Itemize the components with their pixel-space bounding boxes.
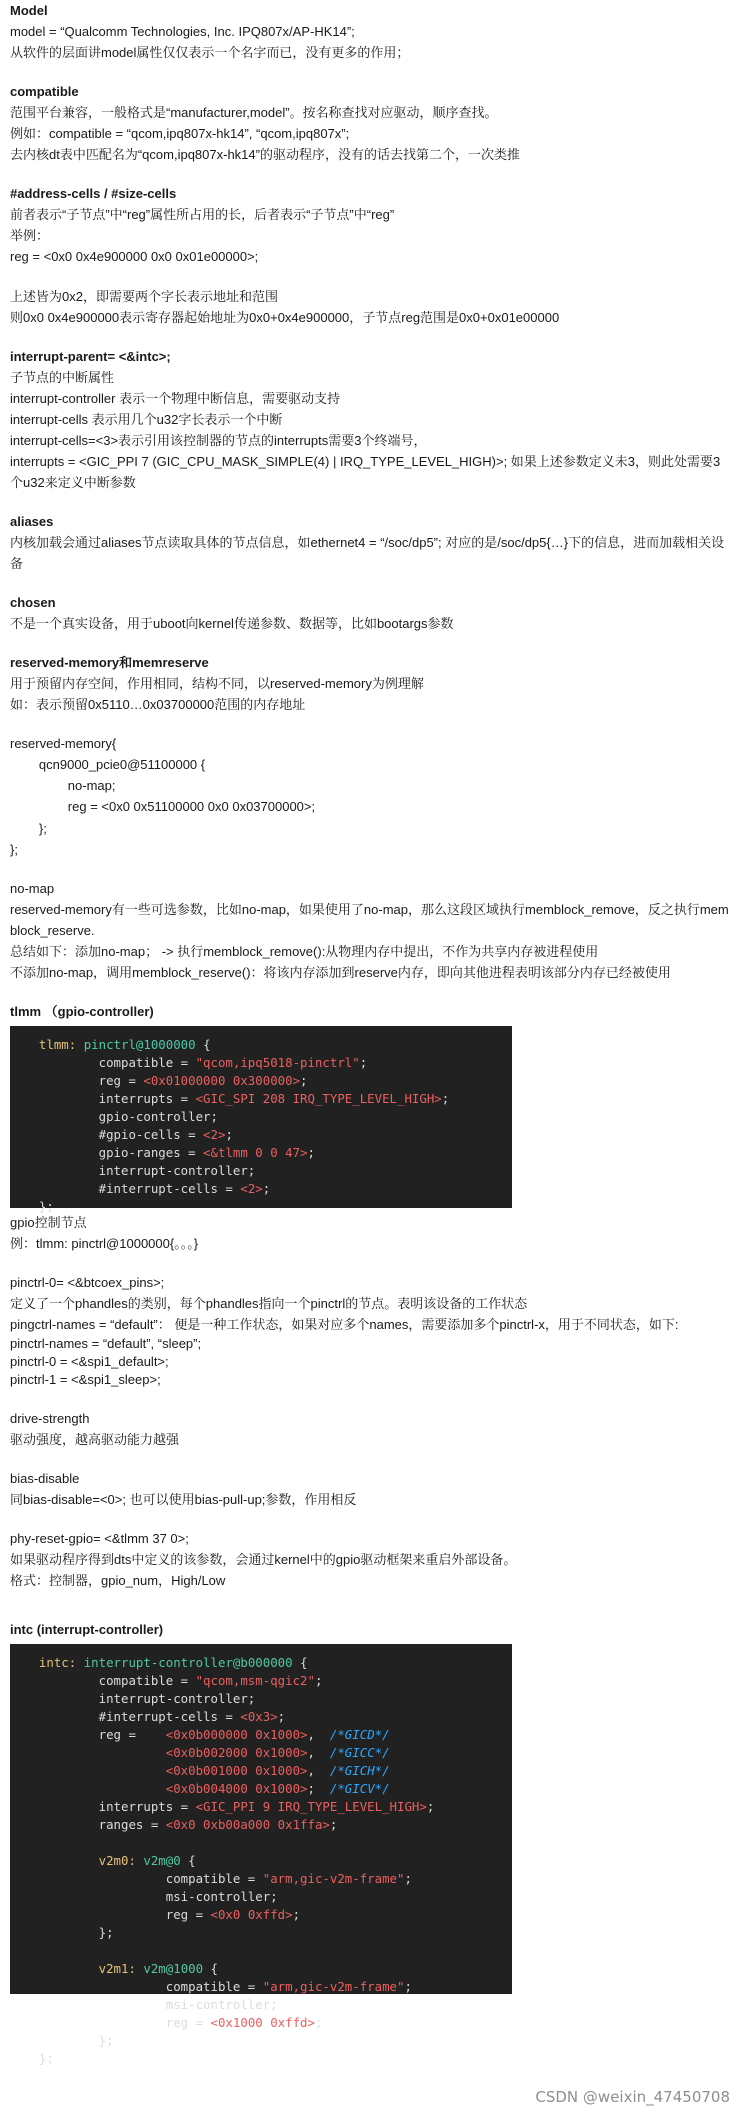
tlmm-code-block: tlmm: pinctrl@1000000 { compatible = "qcom,ipq5018-pinctrl"; reg = <0x01000000 0x300000>; interrupts = <GIC_SPI 208 IRQ_TYPE_LEVEL_HIGH>; gpio-controller; #gpio-cells = <2>; gpio-ranges = <&tlmm 0 0 47>; interrupt-controller; #interrupt-cells = <2>; }; bbox=[10, 1026, 512, 1208]
no-map-line-3: 不添加no-map，调用memblock_reserve()：将该内存添加到reserve内存，即向其他进程表明该部分内存已经被使用 bbox=[10, 964, 671, 980]
tlmm-line-1: gpio控制节点 bbox=[10, 1214, 87, 1230]
no-map-line-1: reserved-memory有一些可选参数，比如no-map，如果使用了no-map，那么这段区域执行memblock_remove，反之执行memblock_reserve. bbox=[10, 901, 729, 938]
code-label: tlmm: bbox=[38, 1036, 77, 1052]
csdn-watermark: CSDN @weixin_47450708 bbox=[535, 2087, 730, 2106]
address-cells-line-5: 则0x0 0x4e900000表示寄存器起始地址为0x0+0x4e900000，子节点reg范围是0x0+0x01e00000 bbox=[10, 309, 560, 325]
pinctrl-line-3: pingctrl-names = “default”： 便是一种工作状态，如果对应多个names，需要添加多个pinctrl-x，用于不同状态，如下: bbox=[10, 1317, 679, 1333]
interrupt-parent-heading: interrupt-parent= <&intc>; bbox=[10, 348, 171, 364]
tlmm-heading: tlmm （gpio-controller) bbox=[10, 1003, 154, 1019]
no-map-heading: no-map bbox=[10, 880, 55, 896]
interrupt-parent-line-2: interrupt-controller 表示一个物理中断信息，需要驱动支持 bbox=[10, 390, 341, 406]
compatible-heading: compatible bbox=[10, 84, 79, 100]
interrupt-parent-line-3: interrupt-cells 表示用几个u32字长表示一个中断 bbox=[10, 411, 283, 427]
compatible-line-3: 去内核dt表中匹配名为“qcom,ipq807x-hk14”的驱动程序，没有的话去找第二个，一次类推 bbox=[10, 147, 520, 163]
compatible-line-1: 范围平台兼容，一般格式是“manufacturer,model”。按名称查找对应驱动，顺序查找。 bbox=[10, 105, 498, 121]
no-map-line-2: 总结如下：添加no-map； -> 执行memblock_remove():从物理内存中提出，不作为共享内存被进程使用 bbox=[10, 943, 599, 959]
model-heading: Model bbox=[10, 3, 48, 18]
chosen-heading: chosen bbox=[10, 595, 56, 611]
address-cells-line-1: 前者表示“子节点”中“reg”属性所占用的长，后者表示“子节点”中“reg” bbox=[10, 207, 395, 223]
drive-strength-heading: drive-strength bbox=[10, 1410, 90, 1426]
model-line-1: model = “Qualcomm Technologies, Inc. IPQ807x/AP-HK14”; bbox=[10, 24, 355, 40]
address-cells-heading: #address-cells / #size-cells bbox=[10, 186, 177, 202]
interrupt-parent-line-5: interrupts = <GIC_PPI 7 (GIC_CPU_MASK_SIMPLE(4) | IRQ_TYPE_LEVEL_HIGH)>; 如果上述参数定义未3，则此处需要3个u32来定义中断参数 bbox=[10, 453, 721, 490]
tlmm-line-2: 例：tlmm: pinctrl@1000000{。。。} bbox=[10, 1235, 199, 1251]
interrupt-parent-line-1: 子节点的中断属性 bbox=[10, 369, 115, 385]
address-cells-line-4: 上述皆为0x2，即需要两个字长表示地址和范围 bbox=[10, 288, 278, 304]
aliases-line-1: 内核加载会通过aliases节点读取具体的节点信息，如ethernet4 = “/soc/dp5”; 对应的是/soc/dp5{…}下的信息，进而加载相关设备 bbox=[10, 534, 725, 572]
model-line-2: 从软件的层面讲model属性仅仅表示一个名字而已，没有更多的作用； bbox=[10, 45, 410, 61]
pinctrl-line-6: pinctrl-1 = <&spi1_sleep>; bbox=[10, 1372, 161, 1388]
phy-reset-heading: phy-reset-gpio= <&tlmm 37 0>; bbox=[10, 1530, 189, 1546]
reserved-memory-heading: reserved-memory和memreserve bbox=[10, 655, 209, 671]
pinctrl-line-1: pinctrl-0= <&btcoex_pins>; bbox=[10, 1274, 165, 1290]
bias-disable-line-1: 同bias-disable=<0>; 也可以使用bias-pull-up;参数，作用相反 bbox=[10, 1491, 357, 1507]
reserved-memory-example: reserved-memory{ qcn9000_pcie0@51100000 { no-map; reg = <0x0 0x51100000 0x0 0x03700000>; }; }; bbox=[10, 736, 316, 857]
compatible-line-2: 例如：compatible = “qcom,ipq807x-hk14”, “qcom,ipq807x”; bbox=[10, 126, 350, 142]
drive-strength-line-1: 驱动强度，越高驱动能力越强 bbox=[10, 1431, 180, 1447]
pinctrl-line-2: 定义了一个phandles的类别，每个phandles指向一个pinctrl的节点。表明该设备的工作状态 bbox=[10, 1296, 528, 1312]
address-cells-line-3: reg = <0x0 0x4e900000 0x0 0x01e00000>; bbox=[10, 249, 259, 265]
chosen-line-1: 不是一个真实设备，用于uboot向kernel传递参数、数据等，比如bootargs参数 bbox=[10, 616, 454, 632]
interrupt-parent-line-4: interrupt-cells=<3>表示引用该控制器的节点的interrupts需要3个终端号， bbox=[10, 432, 427, 448]
phy-reset-line-1: 如果驱动程序得到dts中定义的该参数，会通过kernel中的gpio驱动框架来重启外部设备。 bbox=[10, 1551, 517, 1567]
phy-reset-line-2: 格式：控制器，gpio_num，High/Low bbox=[10, 1572, 226, 1588]
bias-disable-heading: bias-disable bbox=[10, 1470, 80, 1486]
code-node-name: pinctrl@1000000 bbox=[83, 1036, 196, 1052]
address-cells-line-2: 举例： bbox=[10, 228, 50, 244]
reserved-memory-line-1: 用于预留内存空间，作用相同，结构不同，以reserved-memory为例理解 bbox=[10, 676, 424, 692]
reserved-memory-line-2: 如：表示预留0x5110…0x03700000范围的内存地址 bbox=[10, 697, 306, 713]
pinctrl-line-5: pinctrl-0 = <&spi1_default>; bbox=[10, 1354, 169, 1370]
intc-heading: intc (interrupt-controller) bbox=[10, 1622, 164, 1637]
intc-code-block: intc: interrupt-controller@b000000 { compatible = "qcom,msm-qgic2"; interrupt-controller; #interrupt-cells = <0x3>; reg = <0x0b000000 0x1000>, /*GICD*/ <0x0b002000 0x1000>, /*GICC*/ <0x0b001000 0x1000>, /*GICH*/ <0x0b004000 0x1000>; /*GICV*/ interrupts = <GIC_PPI 9 IRQ_TYPE_LEVEL_HIGH>; ranges = <0x0 0xb00a000 0x1ffa>; v2m0: v2m@0 { compatible = "arm,gic-v2m-frame"; msi-controller; reg = <0x0 0xffd>; }; v2m1: v2m@1000 { compatible = "arm,gic-v2m-frame"; msi-controller; reg = <0x1000 0xffd>; }; }; bbox=[10, 1644, 512, 1994]
pinctrl-line-4: pinctrl-names = “default”, “sleep”; bbox=[10, 1336, 202, 1352]
aliases-heading: aliases bbox=[10, 513, 54, 529]
